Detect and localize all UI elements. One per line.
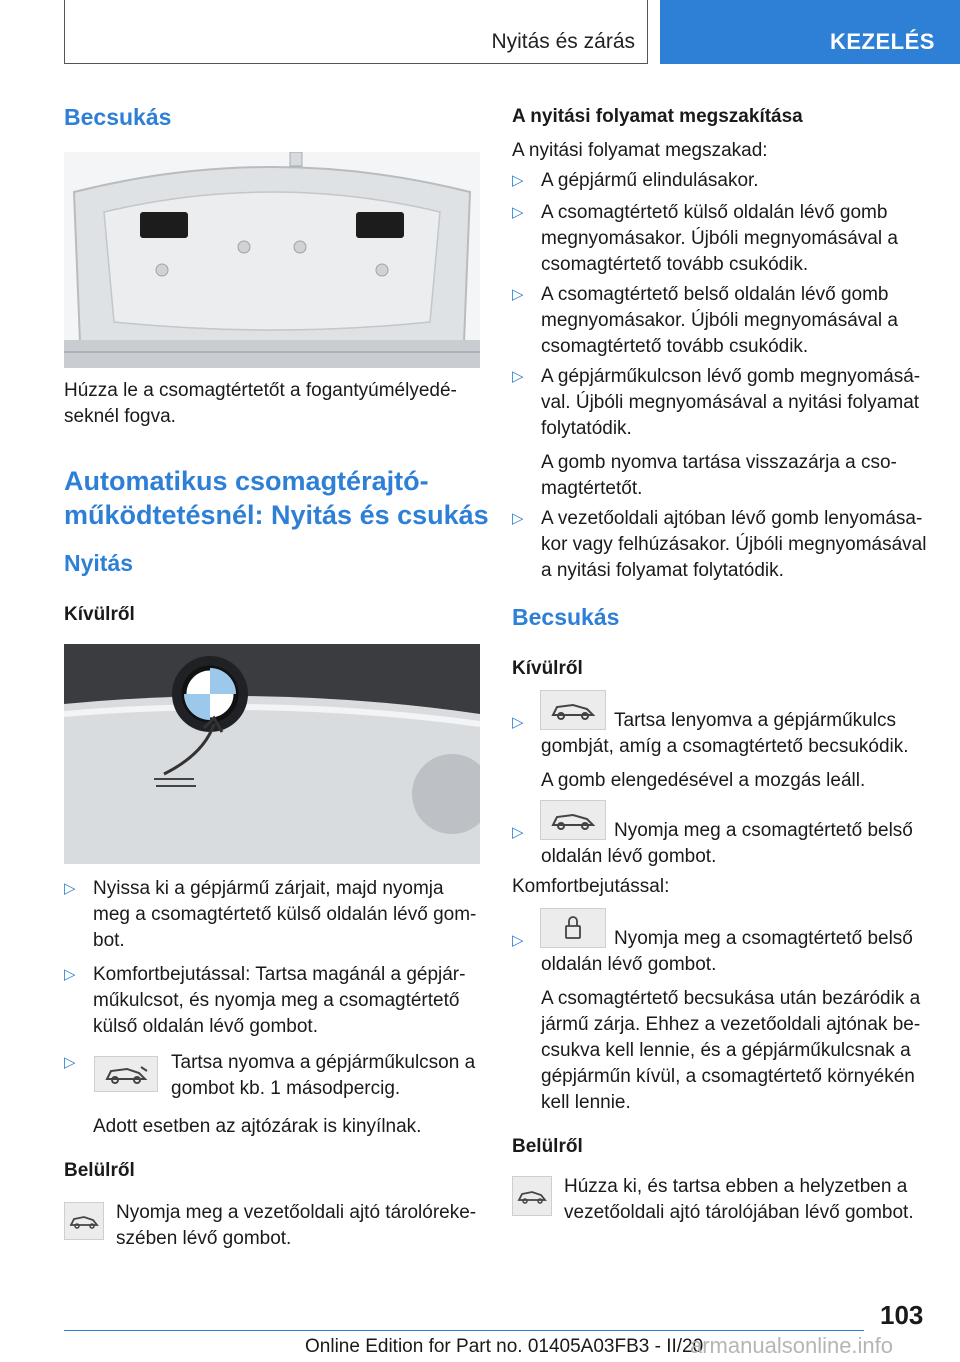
komfort-label: Komfortbejutással:: [512, 876, 670, 897]
belulrol-line: vezetőoldali ajtó tárolójában lévő gombot.: [564, 1202, 914, 1223]
car-trunk-icon: [540, 690, 606, 730]
bullet-line: gombját, amíg a csomagtértető becsukódik.: [541, 736, 909, 757]
bullet-line: gombot kb. 1 másodpercig.: [171, 1078, 401, 1099]
triangle-bullet-icon: ▷: [512, 932, 524, 949]
heading-becsukas-left: Becsukás: [64, 104, 172, 130]
list-item: [64, 876, 480, 954]
caption-line: Húzza le a csomagtértetőt a fogantyúmélyedé-: [64, 380, 457, 401]
heading-line: Automatikus csomagtérajtó-: [64, 466, 429, 496]
bullet-line: a nyitási folyamat folytatódik.: [541, 560, 784, 581]
bullet-line: val. Újbóli megnyomásával a nyitási folyamat: [541, 392, 920, 413]
bullet-line: oldalán lévő gombot.: [541, 846, 717, 867]
bullet-line: Nyissa ki a gépjármű zárjait, majd nyomja: [93, 878, 444, 899]
belulrol-line: Nyomja meg a vezetőoldali ajtó tárolóreke-: [116, 1202, 477, 1223]
bullet-line: Tartsa lenyomva a gépjárműkulcs: [614, 710, 896, 731]
sub-belulrol-left: Belülről: [64, 1160, 135, 1181]
caption-line: seknél fogva.: [64, 406, 176, 427]
bullet-extra: Adott esetben az ajtózárak is kinyílnak.: [93, 1116, 422, 1137]
list-item: [512, 506, 952, 584]
bullet-extra: A gomb nyomva tartása visszazárja a cso-: [541, 452, 897, 473]
list-item: [512, 168, 952, 194]
triangle-bullet-icon: ▷: [512, 824, 524, 841]
section-title: Nyitás és zárás: [491, 30, 635, 53]
bullet-extra: jármű zárja. Ehhez a vezetőoldali ajtónak be-: [541, 1014, 921, 1035]
bullet-line: A gépjárműkulcson lévő gomb megnyomásá-: [541, 366, 921, 387]
header-box: [64, 0, 648, 64]
bullet-extra: magtértetőt.: [541, 478, 643, 499]
bullet-extra: A csomagtértető becsukása után bezáródik a: [541, 988, 921, 1009]
bullet-line: A csomagtértető belső oldalán lévő gomb: [541, 284, 889, 305]
list-item: [64, 1050, 480, 1140]
bullet-line: külső oldalán lévő gombot.: [93, 1016, 318, 1037]
bullet-line: csomagtértető tovább csukódik.: [541, 336, 809, 357]
triangle-bullet-icon: ▷: [64, 1054, 76, 1071]
bullet-line: A gépjármű elindulásakor.: [541, 170, 759, 191]
lock-icon: [540, 908, 606, 948]
bullet-line: folytatódik.: [541, 418, 632, 439]
triangle-bullet-icon: ▷: [512, 286, 524, 303]
trunk-lid-illustration: [64, 152, 480, 368]
list-item: [512, 800, 952, 870]
car-trunk-small-icon: [64, 1202, 104, 1240]
car-trunk-icon: [94, 1056, 158, 1092]
bullet-line: megnyomásakor. Újbóli megnyomásával a: [541, 310, 898, 331]
trunk-lid-inside-photo: [64, 152, 480, 368]
triangle-bullet-icon: ▷: [512, 368, 524, 385]
bullet-line: meg a csomagtértető külső oldalán lévő gom-: [93, 904, 477, 925]
edition-text: Online Edition for Part no. 01405A03FB3 - II/20: [305, 1336, 704, 1357]
triangle-bullet-icon: ▷: [64, 966, 76, 983]
list-item: [64, 962, 480, 1040]
car-trunk-small-icon: [512, 1176, 552, 1216]
heading-automatikus: [64, 464, 494, 532]
bullet-extra: gépjárműn kívül, a csomagtértető környékén: [541, 1066, 915, 1087]
bullet-line: műkulcsot, és nyomja meg a csomagtértető: [93, 990, 460, 1011]
car-trunk-icon: [540, 800, 606, 840]
bullet-line: csomagtértető tovább csukódik.: [541, 254, 809, 275]
sub-kivulrol-right: Kívülről: [512, 658, 583, 679]
chapter-tab: KEZELÉS: [660, 0, 960, 64]
bullet-line: Komfortbejutással: Tartsa magánál a gépjár-: [93, 964, 466, 985]
bullet-line: kor vagy felhúzásakor. Újbóli megnyomásával: [541, 534, 927, 555]
caption-becsukas: [64, 378, 480, 430]
belulrol-left-item: [64, 1200, 480, 1252]
bullet-line: Nyomja meg a csomagtértető belső: [614, 820, 913, 841]
bullet-line: A vezetőoldali ajtóban lévő gomb lenyomása-: [541, 508, 923, 529]
heading-abort: A nyitási folyamat megszakítása: [512, 106, 803, 127]
bullet-line: bot.: [93, 930, 125, 951]
list-item: [512, 908, 952, 1116]
footer-divider: [64, 1330, 864, 1331]
watermark: armanualsonline.info: [690, 1333, 894, 1358]
bullet-line: megnyomásakor. Újbóli megnyomásával a: [541, 228, 898, 249]
list-item: [512, 364, 952, 502]
triangle-bullet-icon: ▷: [512, 510, 524, 527]
triangle-bullet-icon: ▷: [512, 204, 524, 221]
sub-belulrol-right: Belülről: [512, 1136, 583, 1157]
bullet-extra: A gomb elengedésével a mozgás leáll.: [541, 770, 866, 791]
heading-becsukas-right: Becsukás: [512, 604, 620, 630]
abort-intro: A nyitási folyamat megszakad:: [512, 140, 768, 161]
list-item: [512, 282, 952, 360]
belulrol-line: Húzza ki, és tartsa ebben a helyzetben a: [564, 1176, 908, 1197]
triangle-bullet-icon: ▷: [512, 172, 524, 189]
bullet-line: Nyomja meg a csomagtértető belső: [614, 928, 913, 949]
trunk-bmw-logo-photo: [64, 644, 480, 864]
belulrol-right-item: [512, 1174, 942, 1226]
bullet-line: A csomagtértető külső oldalán lévő gomb: [541, 202, 888, 223]
sub-kivulrol-left: Kívülről: [64, 604, 135, 625]
list-item: [512, 690, 952, 794]
bullet-extra: csukva kell lennie, és a gépjárműkulcsnak a: [541, 1040, 911, 1061]
triangle-bullet-icon: ▷: [64, 880, 76, 897]
bmw-logo-illustration: [64, 644, 480, 864]
bullet-extra: kell lennie.: [541, 1092, 631, 1113]
page-number: 103: [880, 1300, 924, 1330]
bullet-line: oldalán lévő gombot.: [541, 954, 717, 975]
triangle-bullet-icon: ▷: [512, 714, 524, 731]
belulrol-line: szében lévő gombot.: [116, 1228, 292, 1249]
list-item: [512, 200, 952, 278]
heading-nyitas: Nyitás: [64, 550, 134, 576]
bullet-line: Tartsa nyomva a gépjárműkulcson a: [171, 1052, 476, 1073]
heading-line: működtetésnél: Nyitás és csukás: [64, 500, 489, 530]
